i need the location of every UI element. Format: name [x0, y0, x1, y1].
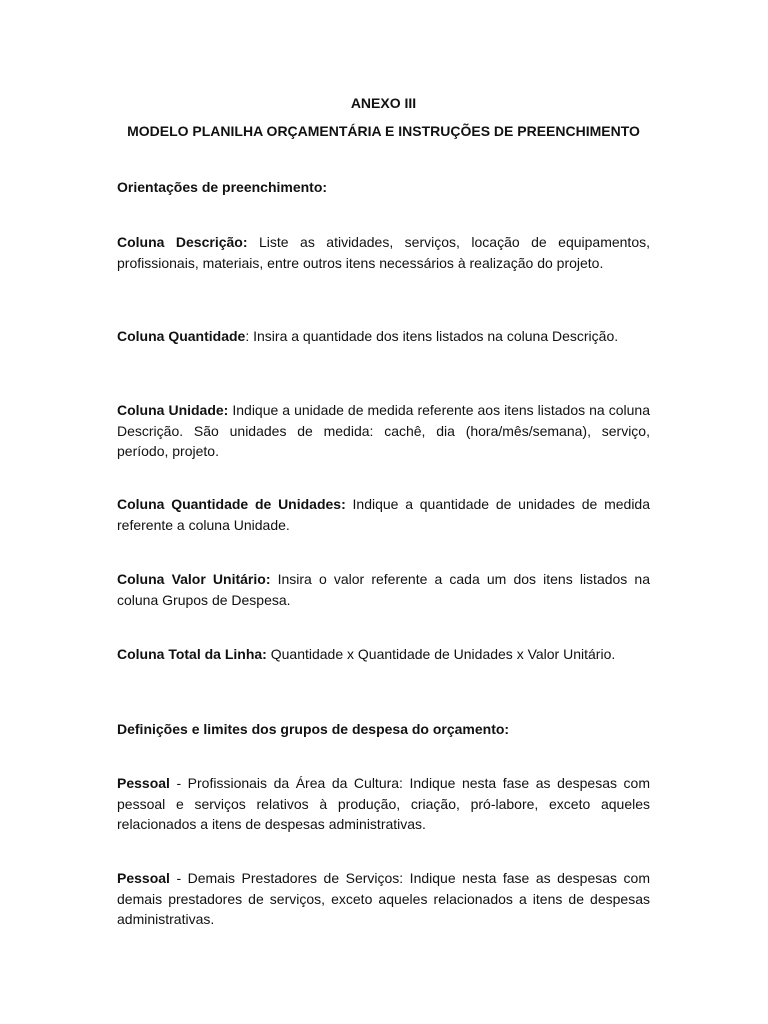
column-unit-paragraph: [117, 400, 650, 462]
section-heading-orientacoes: Orientações de preenchimento:: [117, 179, 328, 195]
column-unit-quantity-paragraph: [117, 494, 650, 535]
column-text: Indique a quantidade de unidades de medida referente a coluna Unidade.: [117, 496, 651, 533]
group-label: Pessoal: [117, 775, 170, 791]
annex-title: ANEXO III: [350, 95, 417, 111]
column-label: Coluna Quantidade: [117, 328, 246, 344]
column-quantity-paragraph: [117, 326, 650, 347]
column-description-paragraph: [117, 232, 650, 273]
column-label: Coluna Valor Unitário:: [117, 571, 271, 587]
column-label: Coluna Descrição:: [117, 234, 248, 250]
group-label: Pessoal: [117, 870, 170, 886]
column-unit-value-paragraph: [117, 569, 650, 610]
group-text: - Demais Prestadores de Serviços: Indique nesta fase as despesas com demais prestadores de serviços, exceto aqueles relacionados a itens de despesas administrativas.: [117, 870, 650, 927]
column-text: : Insira a quantidade dos itens listados na coluna Descrição.: [245, 328, 619, 344]
main-title: MODELO PLANILHA ORÇAMENTÁRIA E INSTRUÇÕES DE PREENCHIMENTO: [127, 123, 640, 139]
group-pessoal-cultura-paragraph: [117, 773, 650, 835]
column-label: Coluna Unidade:: [117, 402, 229, 418]
group-text: - Profissionais da Área da Cultura: Indique nesta fase as despesas com pessoal e serviços relativos à produção, criação, pró-labore, exceto aqueles relacionados a itens de despesas administrativas.: [117, 775, 650, 832]
column-text: Indique a unidade de medida referente aos itens listados na coluna Descrição. São unidades de medida: cachê, dia (hora/mês/semana), serviço, período, projeto.: [117, 402, 650, 459]
column-text: Insira o valor referente a cada um dos itens listados na coluna Grupos de Despesa.: [117, 571, 650, 608]
column-line-total-paragraph: [117, 644, 650, 665]
column-label: Coluna Quantidade de Unidades:: [117, 496, 346, 512]
column-text: Quantidade x Quantidade de Unidades x Valor Unitário.: [266, 646, 616, 662]
column-label: Coluna Total da Linha:: [117, 646, 267, 662]
section-heading-definicoes: Definições e limites dos grupos de despesa do orçamento:: [117, 721, 510, 737]
column-text: Liste as atividades, serviços, locação de equipamentos, profissionais, materiais, entre outros itens necessários à realização do projeto.: [117, 234, 650, 271]
group-pessoal-prestadores-paragraph: [117, 868, 650, 930]
